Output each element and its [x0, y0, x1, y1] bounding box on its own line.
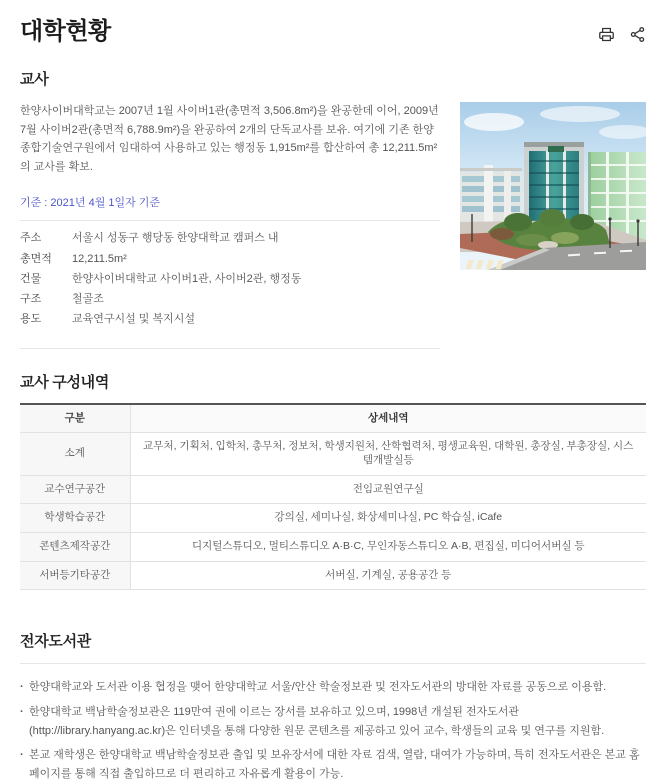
info-value: 서울시 성동구 행당동 한양대학교 캠퍼스 내: [72, 232, 279, 245]
title-actions: [598, 26, 646, 43]
info-row-usage: [20, 310, 440, 330]
table-row: [20, 475, 646, 504]
info-row-address: [20, 229, 440, 249]
campus-photo: [460, 102, 646, 270]
info-row-total-area: [20, 249, 440, 269]
printer-icon: [598, 26, 615, 43]
info-label: 용도: [20, 313, 42, 326]
table-header-row: [20, 404, 646, 433]
table-row: [20, 433, 646, 475]
info-label: 총면적: [20, 252, 52, 265]
info-label: 주소: [20, 232, 42, 245]
composition-table: [20, 403, 646, 590]
building-info-list: [20, 221, 440, 338]
column-header-detail: 상세내역: [130, 404, 646, 433]
divider: [20, 348, 440, 349]
row-detail: 전임교원연구실: [130, 475, 646, 504]
table-row: [20, 504, 646, 533]
info-row-structure: [20, 289, 440, 309]
library-heading: 전자도서관: [20, 633, 91, 651]
info-value: 12,211.5m²: [72, 252, 127, 265]
gyosa-paragraph: 한양사이버대학교는 2007년 1월 사이버1관(총면적 3,506.8m²)을 완공한데 이어, 2009년 7월 사이버2관(총면적 6,788.9m²)을 완공하여 2개의 단독교사를 보유. 여기에 기존 한양종합기술연구원에서 임대하여 사용하고 있는 행정동 1,915m²를 합산하여 총 12,211.5m²의 교사를 확보.: [20, 105, 439, 174]
row-detail: 디지털스튜디오, 멀티스튜디오 A·B·C, 무인자동스튜디오 A·B, 편집실, 미디어서버실 등: [130, 532, 646, 561]
row-category: 학생학습공간: [20, 504, 130, 533]
section-library: [20, 630, 646, 783]
library-bullet: · 본교 재학생은 한양대학교 백남학술정보관 출입 및 보유장서에 대한 자료 검색, 열람, 대여가 가능하며, 특히 전자도서관은 본교 홈페이지를 통해 직접 출입하므로 더 편리하고 자유롭게 활용이 가능.: [20, 746, 646, 783]
gyosa-left-column: [20, 102, 440, 349]
info-value: 한양사이버대학교 사이버1관, 사이버2관, 행정동: [72, 272, 302, 285]
table-row: [20, 561, 646, 590]
info-label: 건물: [20, 272, 42, 285]
basis-note: 기준 : 2021년 4월 1일자 기준: [20, 196, 161, 209]
library-bullet: · 한양대학교와 도서관 이용 협정을 맺어 한양대학교 서울/안산 학술정보관 및 전자도서관의 방대한 자료를 공동으로 이용함.: [20, 678, 646, 697]
section-composition: [20, 371, 646, 590]
row-detail: 교무처, 기획처, 입학처, 총무처, 정보처, 학생지원처, 산학협력처, 평생교육원, 대학원, 총장실, 부총장실, 시스템개발실등: [130, 433, 646, 475]
row-category: 콘텐츠제작공간: [20, 532, 130, 561]
share-button[interactable]: [629, 26, 646, 43]
row-category: 서버등기타공간: [20, 561, 130, 590]
row-category: 교수연구공간: [20, 475, 130, 504]
section-gyosa: [20, 68, 646, 349]
composition-heading: 교사 구성내역: [20, 373, 110, 391]
share-icon: [629, 26, 646, 43]
table-row: [20, 532, 646, 561]
library-bullet-list: [20, 678, 646, 783]
title-row: [20, 18, 646, 46]
row-detail: 강의실, 세미나실, 화상세미나실, PC 학습실, iCafe: [130, 504, 646, 533]
info-row-buildings: [20, 269, 440, 289]
divider: [20, 663, 646, 664]
page-title: 대학현황: [20, 18, 111, 45]
info-value: 철골조: [72, 292, 104, 305]
row-category: 소계: [20, 433, 130, 475]
row-detail: 서버실, 기계실, 공용공간 등: [130, 561, 646, 590]
info-value: 교육연구시설 및 복지시설: [72, 313, 195, 326]
library-bullet: · 한양대학교 백남학술정보관은 119만여 권에 이르는 장서를 보유하고 있으며, 1998년 개설된 전자도서관(http://library.hanyang.ac.kr)은 인터넷을 통해 다양한 원문 콘텐츠를 제공하고 있어 교수, 학생들의 교육 및 연구를 지원함.: [20, 703, 646, 740]
gyosa-grid: [20, 102, 646, 349]
gyosa-heading: 교사: [20, 71, 49, 88]
print-button[interactable]: [598, 26, 615, 43]
info-label: 구조: [20, 292, 42, 305]
column-header-category: 구분: [20, 404, 130, 433]
